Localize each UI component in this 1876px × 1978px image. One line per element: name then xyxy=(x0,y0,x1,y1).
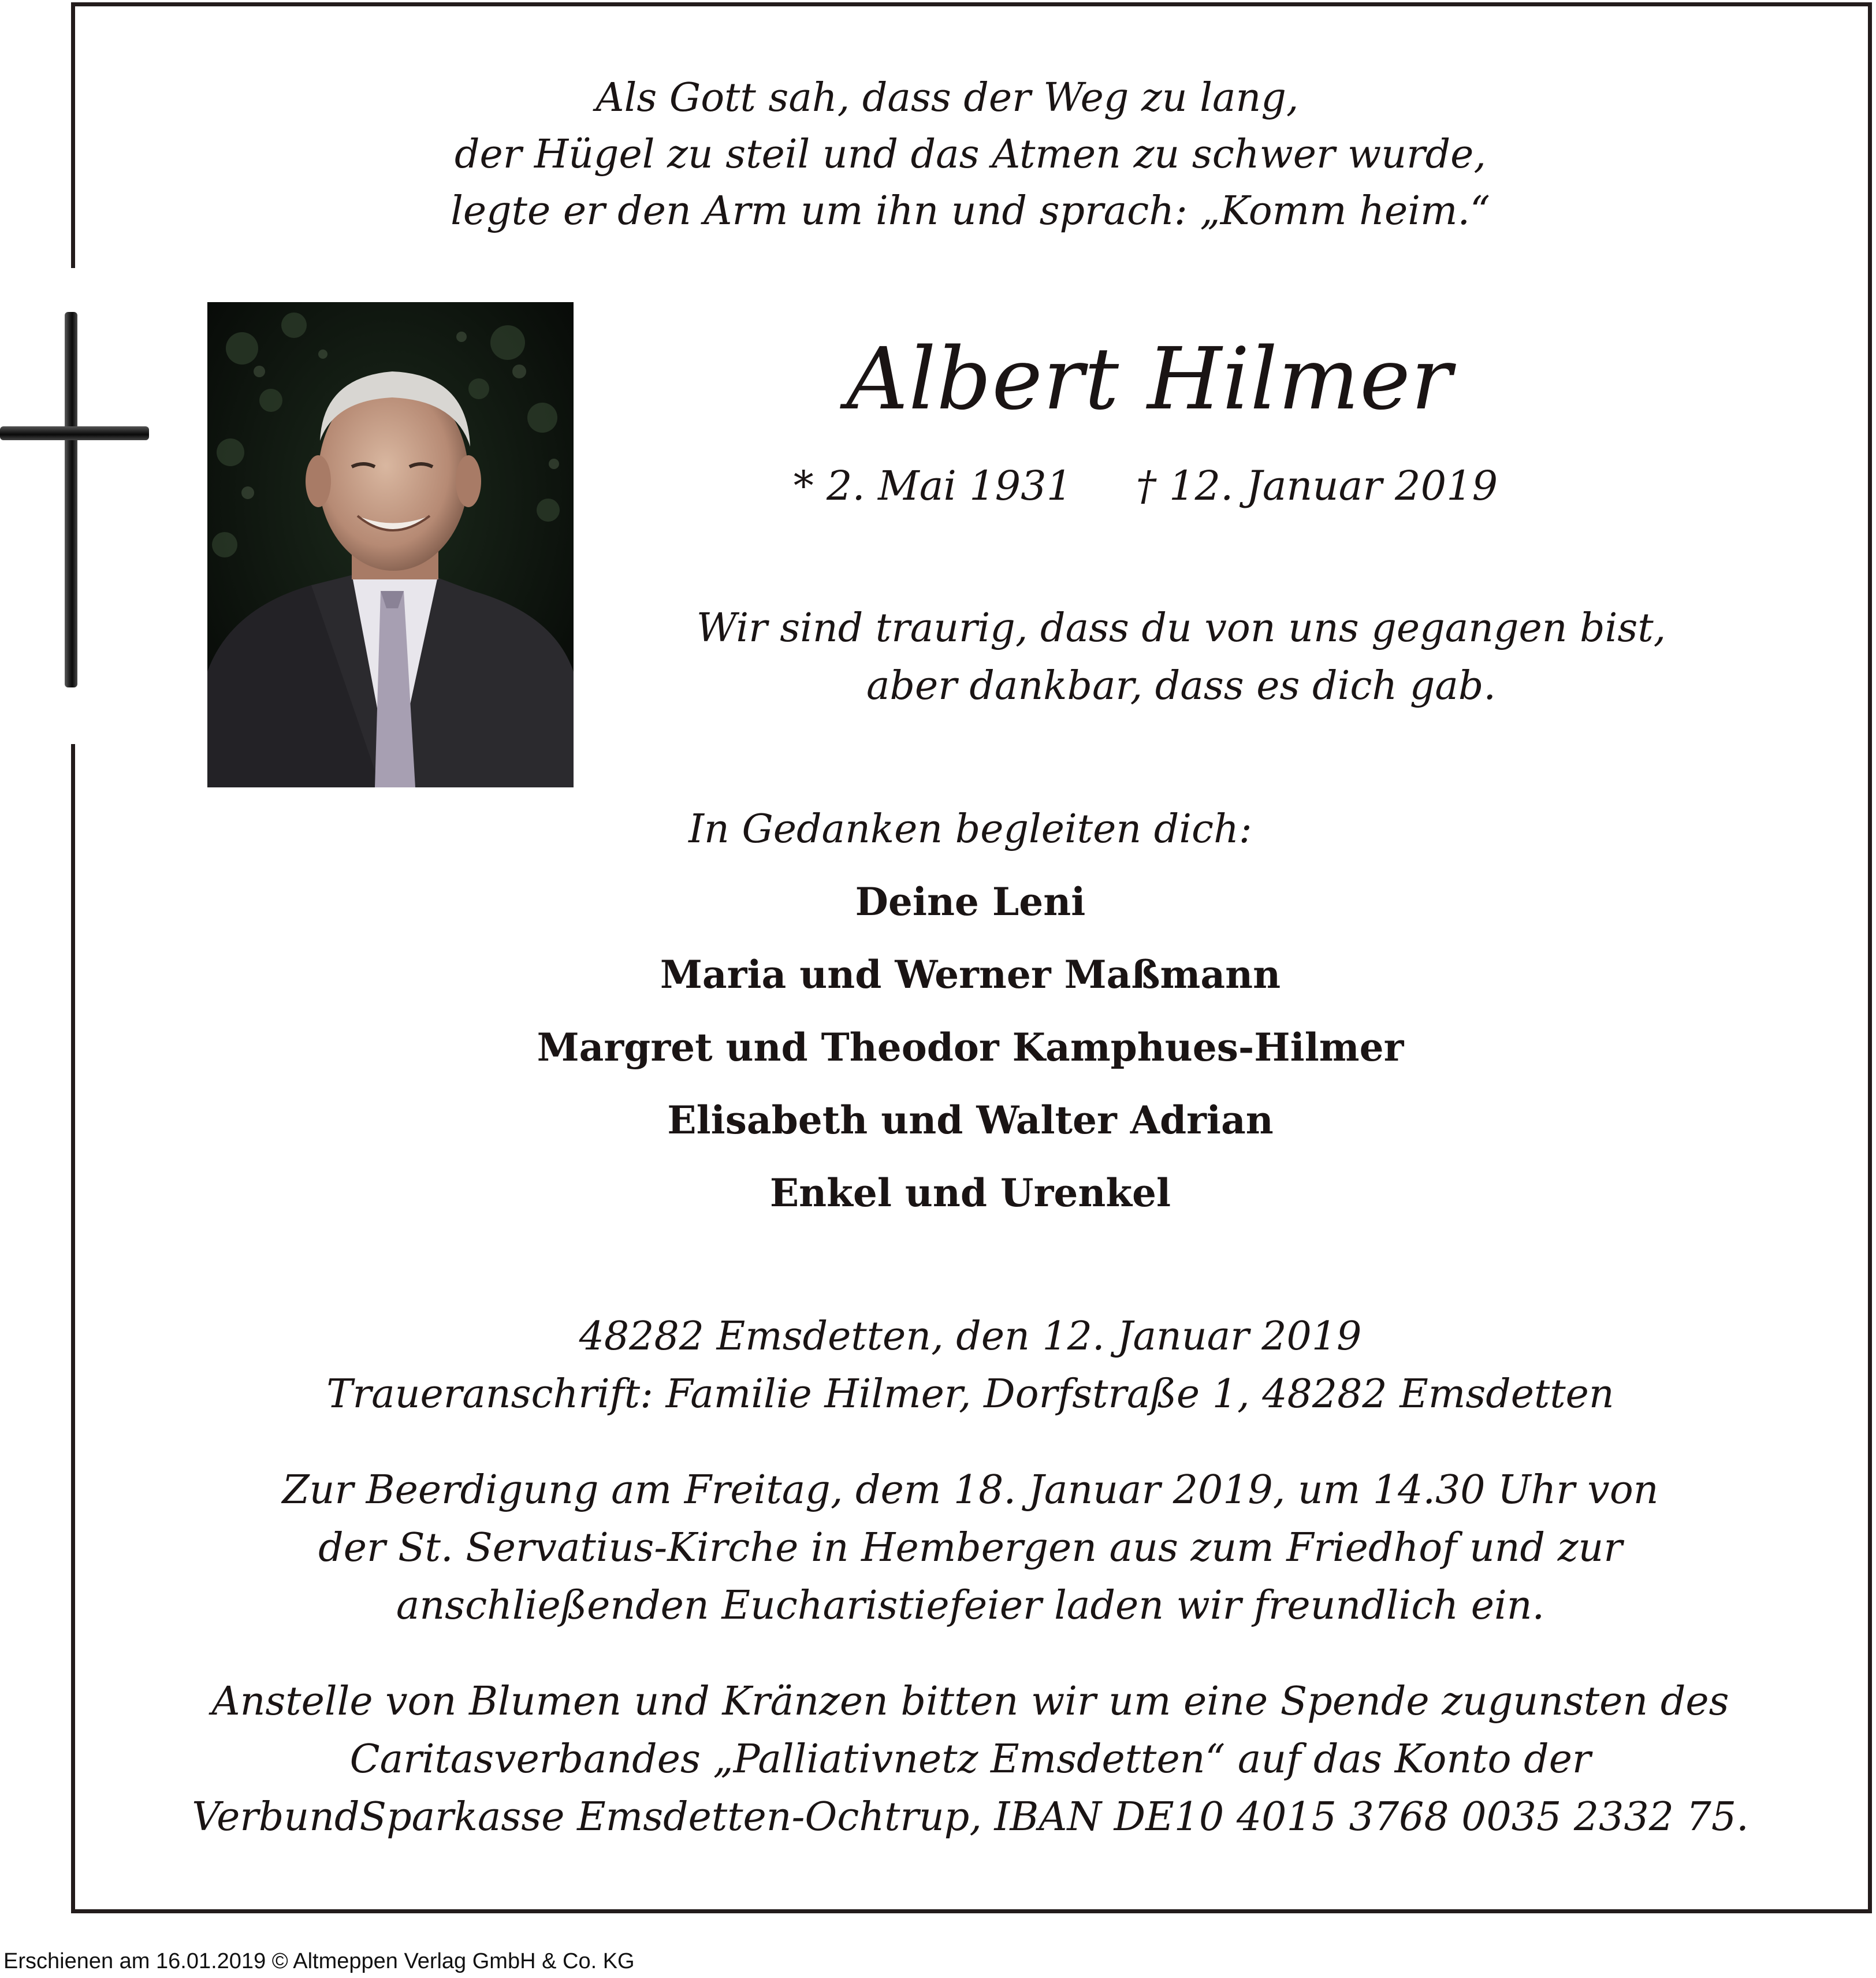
cross-icon xyxy=(0,300,150,693)
donation-line-1: Anstelle von Blumen und Kränzen bitten wir um eine Spende zugunsten des xyxy=(211,1679,1729,1724)
place-date: 48282 Emsdetten, den 12. Januar 2019 xyxy=(579,1314,1362,1359)
frame-border-right xyxy=(1868,2,1872,1913)
sentiment-line-1: Wir sind traurig, dass du von uns gegangen bist, xyxy=(696,605,1666,651)
frame-border-left-lower xyxy=(71,744,75,1913)
sentiment-line-2: aber dankbar, dass es dich gab. xyxy=(866,663,1497,709)
quote-line-3: legte er den Arm um ihn und sprach: „Komm heim.“ xyxy=(451,188,1490,234)
quote-line-1: Als Gott sah, dass der Weg zu lang, xyxy=(595,75,1299,121)
cross-horizontal-beam xyxy=(0,426,149,440)
funeral-line-2: der St. Servatius-Kirche in Hembergen aus zum Friedhof und zur xyxy=(318,1525,1622,1571)
mourners-intro: In Gedanken begleiten dich: xyxy=(688,806,1252,852)
death-date: † 12. Januar 2019 xyxy=(1136,462,1498,510)
publication-footer: Erschienen am 16.01.2019 © Altmeppen Verlag GmbH & Co. KG xyxy=(3,1949,635,1973)
funeral-line-3: anschließenden Eucharistiefeier laden wir freundlich ein. xyxy=(396,1583,1545,1628)
frame-border-top xyxy=(71,2,1872,6)
funeral-line-1: Zur Beerdigung am Freitag, dem 18. Januar 2019, um 14.30 Uhr von xyxy=(282,1467,1659,1513)
donation-line-2: Caritasverbandes „Palliativnetz Emsdetten“ auf das Konto der xyxy=(349,1737,1591,1782)
donation-line-3: VerbundSparkasse Emsdetten-Ochtrup, IBAN DE10 4015 3768 0035 2332 75. xyxy=(192,1794,1749,1840)
frame-border-left-upper xyxy=(71,2,75,268)
cross-vertical-beam xyxy=(65,312,77,687)
mourner-4: Elisabeth und Walter Adrian xyxy=(667,1098,1274,1143)
frame-border-bottom xyxy=(71,1909,1872,1913)
deceased-name: Albert Hilmer xyxy=(846,329,1453,429)
mourning-address: Traueranschrift: Familie Hilmer, Dorfstraße 1, 48282 Emsdetten xyxy=(326,1371,1614,1417)
birth-date: * 2. Mai 1931 xyxy=(793,462,1073,510)
mourner-2: Maria und Werner Maßmann xyxy=(660,952,1281,997)
mourner-1: Deine Leni xyxy=(855,879,1086,924)
portrait-photo xyxy=(207,302,574,787)
mourner-5: Enkel und Urenkel xyxy=(769,1170,1171,1215)
mourner-3: Margret und Theodor Kamphues-Hilmer xyxy=(537,1025,1404,1070)
quote-line-2: der Hügel zu steil und das Atmen zu schwer wurde, xyxy=(454,132,1487,177)
